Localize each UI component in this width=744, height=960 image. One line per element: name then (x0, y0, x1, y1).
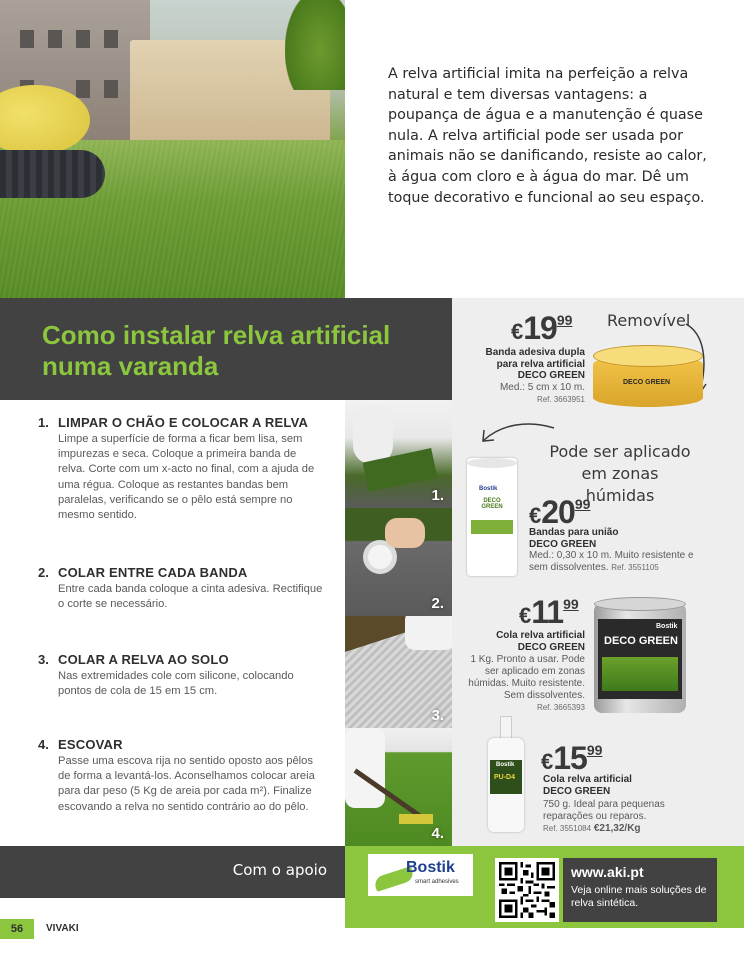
step-body: Entre cada banda coloque a cinta adesiva. Rectifique o corte se necessário. (58, 583, 323, 611)
heading-band (0, 298, 452, 400)
product-1-price: €1999 (511, 310, 573, 346)
qr-code-icon (499, 862, 555, 918)
step-1-photo (345, 400, 452, 508)
aki-url-link[interactable]: www.aki.pt (571, 864, 644, 880)
photo-label: 2. (431, 595, 444, 612)
footer-sponsor-bar (0, 846, 345, 898)
photo-label: 1. (431, 487, 444, 504)
online-solutions-text: Veja online mais soluções de relva sintética. (571, 884, 707, 909)
product-2-price: €2099 (529, 494, 591, 530)
annotation-zonas-humidas: Pode ser aplicado em zonas húmidas (549, 442, 691, 505)
product-4-price: €1599 (541, 740, 603, 776)
dark-pouf (0, 150, 105, 198)
product-2-desc: Med.: 0,30 x 10 m. Muito resistente e sem dissolventes. Ref. 3551105 (529, 550, 694, 573)
annotation-removivel: Removível (607, 311, 691, 330)
step-number: 2. (38, 565, 49, 580)
intro-text: A relva artificial imita na perfeição a relva natural e tem diversas vantagens: a poupança de água e a manutenção é quase nula. A relva artificial pode ser usada por animais não se danificando, resiste ao calor, à água com cloro e à água do mar. Dê um toque decorativo e funcional ao seu espaço. (388, 66, 707, 206)
step-4-photo (345, 728, 452, 846)
plant (285, 0, 345, 90)
qr-code[interactable] (495, 858, 559, 922)
product-4-name: Cola relva artificial DECO GREEN (543, 774, 632, 797)
hero-photo (0, 0, 345, 298)
product-4-image: Bostik PU-D4 (486, 716, 526, 832)
step-title: COLAR ENTRE CADA BANDA (58, 565, 248, 580)
product-3-name: Cola relva artificial DECO GREEN (496, 630, 585, 653)
product-3-image: Bostik DECO GREEN (594, 597, 686, 715)
aki-info-box (563, 858, 717, 922)
step-body: Passe uma escova rija no sentido oposto aos pêlos de forma a levantá-los. Aconselhamos colocar areia para dar peso (5 Kg de areia por cada m²). Finalize escovando a relva no sentido contrário ao do pêlo. (58, 755, 315, 813)
step-body: Nas extremidades cole com silicone, colocando pontos de cola de 15 em 15 cm. (58, 670, 294, 698)
com-apoio-label: Com o apoio (232, 861, 327, 879)
photo-label: 4. (431, 825, 444, 842)
bostik-logo: Bostik smart adhesives (368, 854, 473, 896)
product-1-name: Banda adesiva dupla para relva artificial DECO GREEN (485, 347, 585, 381)
magazine-name: VIVAKI (46, 923, 79, 934)
product-2-image: Bostik DECO GREEN (467, 458, 517, 576)
step-title: LIMPAR O CHÃO E COLOCAR A RELVA (58, 415, 309, 430)
footer-green-bar (345, 846, 744, 928)
step-number: 3. (38, 652, 49, 667)
page-footer (0, 915, 345, 943)
step-number: 4. (38, 737, 49, 752)
product-4-desc: 750 g. Ideal para pequenas reparações ou reparos. Ref. 3551084 €21,32/Kg (543, 799, 665, 834)
step-3-photo (345, 616, 452, 728)
page-title: Como instalar relva artificial numa varanda (42, 320, 391, 381)
unit-price: €21,32/Kg (593, 823, 641, 834)
page-number: 56 (0, 919, 34, 939)
step-body: Limpe a superfície de forma a ficar bem lisa, sem impurezas e seca. Coloque a primeira banda de relva. Corte com um x-acto no final, com a ajuda de uma régua. Coloque as restantes bandas bem paralelas, verificando se o pêlo está sempre no mesmo sentido. (58, 433, 315, 522)
step-2-photo (345, 508, 452, 616)
product-2-name: Bandas para união DECO GREEN (529, 527, 619, 550)
product-3-price: €1199 (519, 594, 579, 630)
product-1-image: DECO GREEN (593, 345, 703, 407)
arrow-left-icon (478, 418, 558, 448)
step-title: COLAR A RELVA AO SOLO (58, 652, 229, 667)
step-title: ESCOVAR (58, 737, 123, 752)
photo-label: 3. (431, 707, 444, 724)
product-3-desc: 1 Kg. Pronto a usar. Pode ser aplicado em zonas húmidas. Muito resistente. Sem dissolventes. Ref. 3665393 (468, 654, 585, 712)
step-number: 1. (38, 415, 49, 430)
product-1-desc: Med.: 5 cm x 10 m. Ref. 3663951 (499, 382, 585, 404)
